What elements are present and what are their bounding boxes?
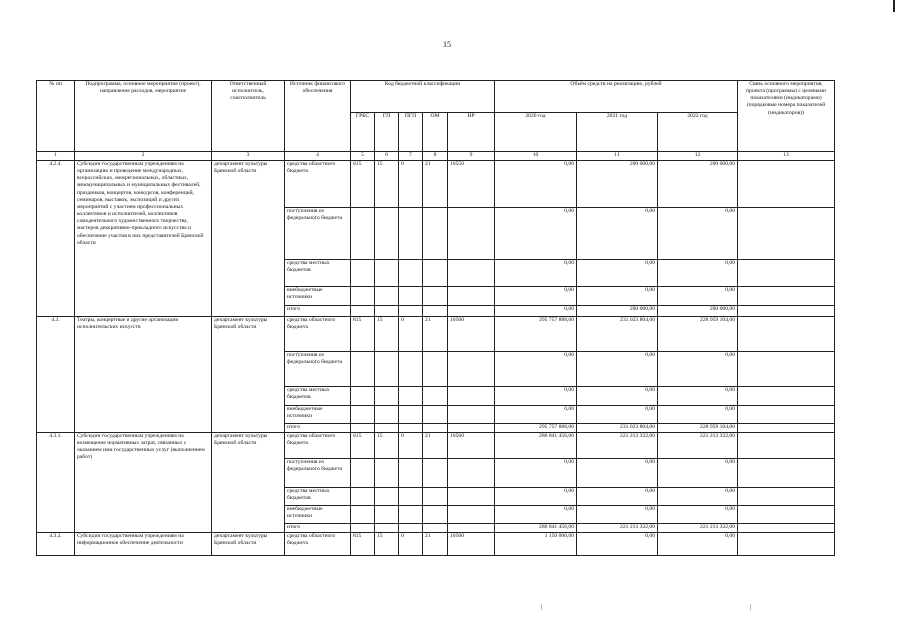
code-np: 10560: [448, 533, 495, 556]
code-grbs: [351, 387, 375, 406]
code-grbs: [351, 306, 375, 317]
code-pgp: [399, 387, 423, 406]
amount-2021: 0,00: [577, 260, 658, 287]
amount-2021: 0,00: [577, 208, 658, 260]
code-grbs: [351, 524, 375, 533]
indicator-link: [738, 317, 835, 352]
code-gp: [375, 459, 399, 488]
code-pgp: [399, 459, 423, 488]
amount-2022: 228 959 104,00: [658, 317, 738, 352]
funding-source: итого: [285, 424, 351, 433]
indicator-link: [738, 287, 835, 306]
amount-2020: 0,00: [495, 406, 577, 424]
header-np: НР: [448, 113, 495, 152]
code-pgp: [399, 524, 423, 533]
column-number: 1: [37, 152, 75, 161]
code-np: [448, 260, 495, 287]
code-np: [448, 488, 495, 506]
code-pgp: [399, 208, 423, 260]
code-gp: [375, 524, 399, 533]
code-om: 21: [423, 433, 448, 459]
table-row: [37, 533, 835, 556]
budget-table: [36, 80, 835, 556]
header-2022: 2022 год: [658, 113, 738, 152]
column-number: 9: [448, 152, 495, 161]
code-om: [423, 506, 448, 524]
funding-source: итого: [285, 306, 351, 317]
funding-source: средства местных бюджетов: [285, 260, 351, 287]
code-grbs: [351, 506, 375, 524]
indicator-link: [738, 433, 835, 459]
amount-2022: 0,00: [658, 352, 738, 387]
code-gp: 15: [375, 433, 399, 459]
amount-2022: 200 000,00: [658, 306, 738, 317]
table-row: [37, 433, 835, 459]
indicator-link: [738, 306, 835, 317]
amount-2022: 228 959 104,00: [658, 424, 738, 433]
amount-2020: 0,00: [495, 506, 577, 524]
amount-2020: 0,00: [495, 352, 577, 387]
code-pgp: [399, 424, 423, 433]
code-gp: 15: [375, 317, 399, 352]
header-budget-code: Код бюджетной классификации: [351, 81, 495, 113]
code-gp: [375, 424, 399, 433]
header-source: Источник финансового обеспечения: [285, 81, 351, 152]
code-gp: [375, 506, 399, 524]
funding-source: внебюджетные источники: [285, 506, 351, 524]
funding-source: поступления из федерального бюджета: [285, 352, 351, 387]
amount-2022: 200 000,00: [658, 161, 738, 208]
funding-source: внебюджетные источники: [285, 287, 351, 306]
code-om: 21: [423, 533, 448, 556]
amount-2020: 0,00: [495, 459, 577, 488]
row-executor: департамент культуры Брянской области: [212, 533, 285, 556]
code-gp: [375, 260, 399, 287]
code-pgp: [399, 306, 423, 317]
code-grbs: 815: [351, 317, 375, 352]
amount-2021: 221 213 332,00: [577, 433, 658, 459]
row-number: 4.2.4.: [37, 161, 75, 317]
amount-2021: 0,00: [577, 459, 658, 488]
code-gp: 15: [375, 533, 399, 556]
funding-source: внебюджетные источники: [285, 406, 351, 424]
code-pgp: 0: [399, 317, 423, 352]
funding-source: средства местных бюджетов: [285, 488, 351, 506]
row-executor: департамент культуры Брянской области: [212, 433, 285, 533]
row-name: Субсидии государственным учреждениям на возмещение нормативных затрат, связанных с оказанием ими государственных услуг (выполнением работ): [75, 433, 212, 533]
amount-2021: 0,00: [577, 533, 658, 556]
amount-2021: 0,00: [577, 488, 658, 506]
amount-2020: 0,00: [495, 387, 577, 406]
code-om: 21: [423, 317, 448, 352]
code-gp: [375, 488, 399, 506]
code-np: [448, 352, 495, 387]
code-pgp: 0: [399, 161, 423, 208]
column-number: 12: [658, 152, 738, 161]
header-executor: Ответственный исполнитель, соисполнитель: [212, 81, 285, 152]
code-om: [423, 287, 448, 306]
funding-source: итого: [285, 524, 351, 533]
code-pgp: [399, 506, 423, 524]
code-np: [448, 208, 495, 260]
code-grbs: [351, 208, 375, 260]
indicator-link: [738, 524, 835, 533]
table-row: [37, 317, 835, 352]
code-grbs: 815: [351, 533, 375, 556]
column-number: 13: [738, 152, 835, 161]
amount-2021: 0,00: [577, 506, 658, 524]
row-number: 4.3.1.: [37, 433, 75, 533]
column-number: 10: [495, 152, 577, 161]
amount-2020: 295 757 888,00: [495, 317, 577, 352]
funding-source: поступления из федерального бюджета: [285, 208, 351, 260]
code-om: [423, 424, 448, 433]
amount-2020: 1 150 000,00: [495, 533, 577, 556]
code-gp: [375, 208, 399, 260]
code-grbs: [351, 260, 375, 287]
code-pgp: [399, 287, 423, 306]
code-np: [448, 506, 495, 524]
code-om: [423, 352, 448, 387]
code-pgp: 0: [399, 433, 423, 459]
header-2021: 2021 год: [577, 113, 658, 152]
amount-2020: 286 841 456,00: [495, 433, 577, 459]
column-number: 7: [399, 152, 423, 161]
code-pgp: [399, 406, 423, 424]
code-grbs: 815: [351, 433, 375, 459]
indicator-link: [738, 533, 835, 556]
indicator-link: [738, 488, 835, 506]
code-gp: 15: [375, 161, 399, 208]
code-pgp: [399, 352, 423, 387]
code-pgp: 0: [399, 533, 423, 556]
column-number: 4: [285, 152, 351, 161]
funding-source: средства областного бюджета: [285, 433, 351, 459]
indicator-link: [738, 352, 835, 387]
indicator-link: [738, 459, 835, 488]
column-number-row: [37, 152, 835, 161]
column-number: 8: [423, 152, 448, 161]
code-np: 10560: [448, 317, 495, 352]
amount-2020: 0,00: [495, 161, 577, 208]
funding-source: средства областного бюджета: [285, 317, 351, 352]
amount-2021: 231 023 804,00: [577, 317, 658, 352]
code-grbs: [351, 287, 375, 306]
column-number: 6: [375, 152, 399, 161]
header-num: № пп: [37, 81, 75, 152]
indicator-link: [738, 424, 835, 433]
code-om: [423, 524, 448, 533]
amount-2021: 221 213 332,00: [577, 524, 658, 533]
code-gp: [375, 406, 399, 424]
code-grbs: [351, 424, 375, 433]
code-pgp: [399, 260, 423, 287]
code-gp: [375, 287, 399, 306]
code-np: [448, 424, 495, 433]
code-grbs: [351, 488, 375, 506]
code-np: [448, 406, 495, 424]
code-pgp: [399, 488, 423, 506]
edge-mark: [893, 0, 895, 12]
funding-source: средства местных бюджетов: [285, 387, 351, 406]
code-om: [423, 306, 448, 317]
scan-tick: [750, 604, 751, 610]
amount-2021: 231 023 804,00: [577, 424, 658, 433]
row-number: 4.3.: [37, 317, 75, 433]
code-grbs: [351, 459, 375, 488]
amount-2020: 0,00: [495, 287, 577, 306]
amount-2022: 0,00: [658, 387, 738, 406]
code-np: [448, 459, 495, 488]
code-om: [423, 208, 448, 260]
amount-2022: 0,00: [658, 260, 738, 287]
code-np: 10560: [448, 433, 495, 459]
amount-2020: 0,00: [495, 306, 577, 317]
scan-tick: [541, 604, 542, 610]
header-pgp: ПГП: [399, 113, 423, 152]
amount-2022: 221 213 332,00: [658, 524, 738, 533]
indicator-link: [738, 506, 835, 524]
header-name: Подпрограмма, основное мероприятие (проект), направление расходов, мероприятие: [75, 81, 212, 152]
code-np: [448, 306, 495, 317]
row-name: Театры, концертные и другие организации исполнительских искусств: [75, 317, 212, 433]
funding-source: поступления из федерального бюджета: [285, 459, 351, 488]
amount-2020: 0,00: [495, 488, 577, 506]
amount-2021: 200 000,00: [577, 161, 658, 208]
amount-2022: 0,00: [658, 287, 738, 306]
row-executor: департамент культуры Брянской области: [212, 161, 285, 317]
amount-2021: 0,00: [577, 406, 658, 424]
amount-2021: 0,00: [577, 287, 658, 306]
row-name: Субсидии государственным учреждениям на организацию и проведение международных, всероссийских, межрегиональных, областных, межмуниципальных и муниципальных фестивалей, праздников, концертов, конкурсов, конференций, семинаров, выставок, экспозиций и других мероприятий с участием профессиональных коллективов и исполнителей, коллективов самодеятельного художественного творчества, мастеров декоративно-прикладного искусства и обеспечение участия в них представителей Брянской области: [75, 161, 212, 317]
header-row-1: [37, 81, 835, 113]
code-om: 21: [423, 161, 448, 208]
code-grbs: [351, 352, 375, 387]
amount-2021: 0,00: [577, 387, 658, 406]
code-np: [448, 524, 495, 533]
code-om: [423, 488, 448, 506]
amount-2020: 0,00: [495, 260, 577, 287]
funding-source: средства областного бюджета: [285, 161, 351, 208]
amount-2020: 286 841 456,00: [495, 524, 577, 533]
indicator-link: [738, 387, 835, 406]
amount-2022: 0,00: [658, 488, 738, 506]
amount-2022: 0,00: [658, 406, 738, 424]
row-name: Субсидии государственным учреждениям на информационное обеспечение деятельности: [75, 533, 212, 556]
indicator-link: [738, 208, 835, 260]
header-grbs: ГРБС: [351, 113, 375, 152]
column-number: 3: [212, 152, 285, 161]
code-grbs: 815: [351, 161, 375, 208]
code-gp: [375, 352, 399, 387]
indicator-link: [738, 260, 835, 287]
amount-2022: 0,00: [658, 506, 738, 524]
amount-2020: 0,00: [495, 208, 577, 260]
row-number: 4.3.2.: [37, 533, 75, 556]
indicator-link: [738, 161, 835, 208]
header-2020: 2020 год: [495, 113, 577, 152]
code-om: [423, 387, 448, 406]
header-amount: Объём средств на реализацию, рублей: [495, 81, 738, 113]
code-gp: [375, 387, 399, 406]
column-number: 5: [351, 152, 375, 161]
amount-2021: 200 000,00: [577, 306, 658, 317]
code-om: [423, 406, 448, 424]
code-np: [448, 387, 495, 406]
funding-source: средства областного бюджета: [285, 533, 351, 556]
header-gp: ГП: [375, 113, 399, 152]
amount-2021: 0,00: [577, 352, 658, 387]
amount-2022: 0,00: [658, 533, 738, 556]
indicator-link: [738, 406, 835, 424]
code-grbs: [351, 406, 375, 424]
row-executor: департамент культуры Брянской области: [212, 317, 285, 433]
amount-2022: 0,00: [658, 208, 738, 260]
code-np: 10550: [448, 161, 495, 208]
amount-2020: 295 757 888,00: [495, 424, 577, 433]
code-om: [423, 260, 448, 287]
table-row: [37, 161, 835, 208]
amount-2022: 0,00: [658, 459, 738, 488]
amount-2022: 221 213 332,00: [658, 433, 738, 459]
code-gp: [375, 306, 399, 317]
column-number: 2: [75, 152, 212, 161]
column-number: 11: [577, 152, 658, 161]
page-number: 15: [443, 40, 451, 49]
header-link: Связь основного мероприятия, проекта (программы) с целевыми показателями (индикаторами) (порядковые номера показателей (индикаторов)): [738, 81, 835, 152]
code-np: [448, 287, 495, 306]
code-om: [423, 459, 448, 488]
header-om: ОМ: [423, 113, 448, 152]
